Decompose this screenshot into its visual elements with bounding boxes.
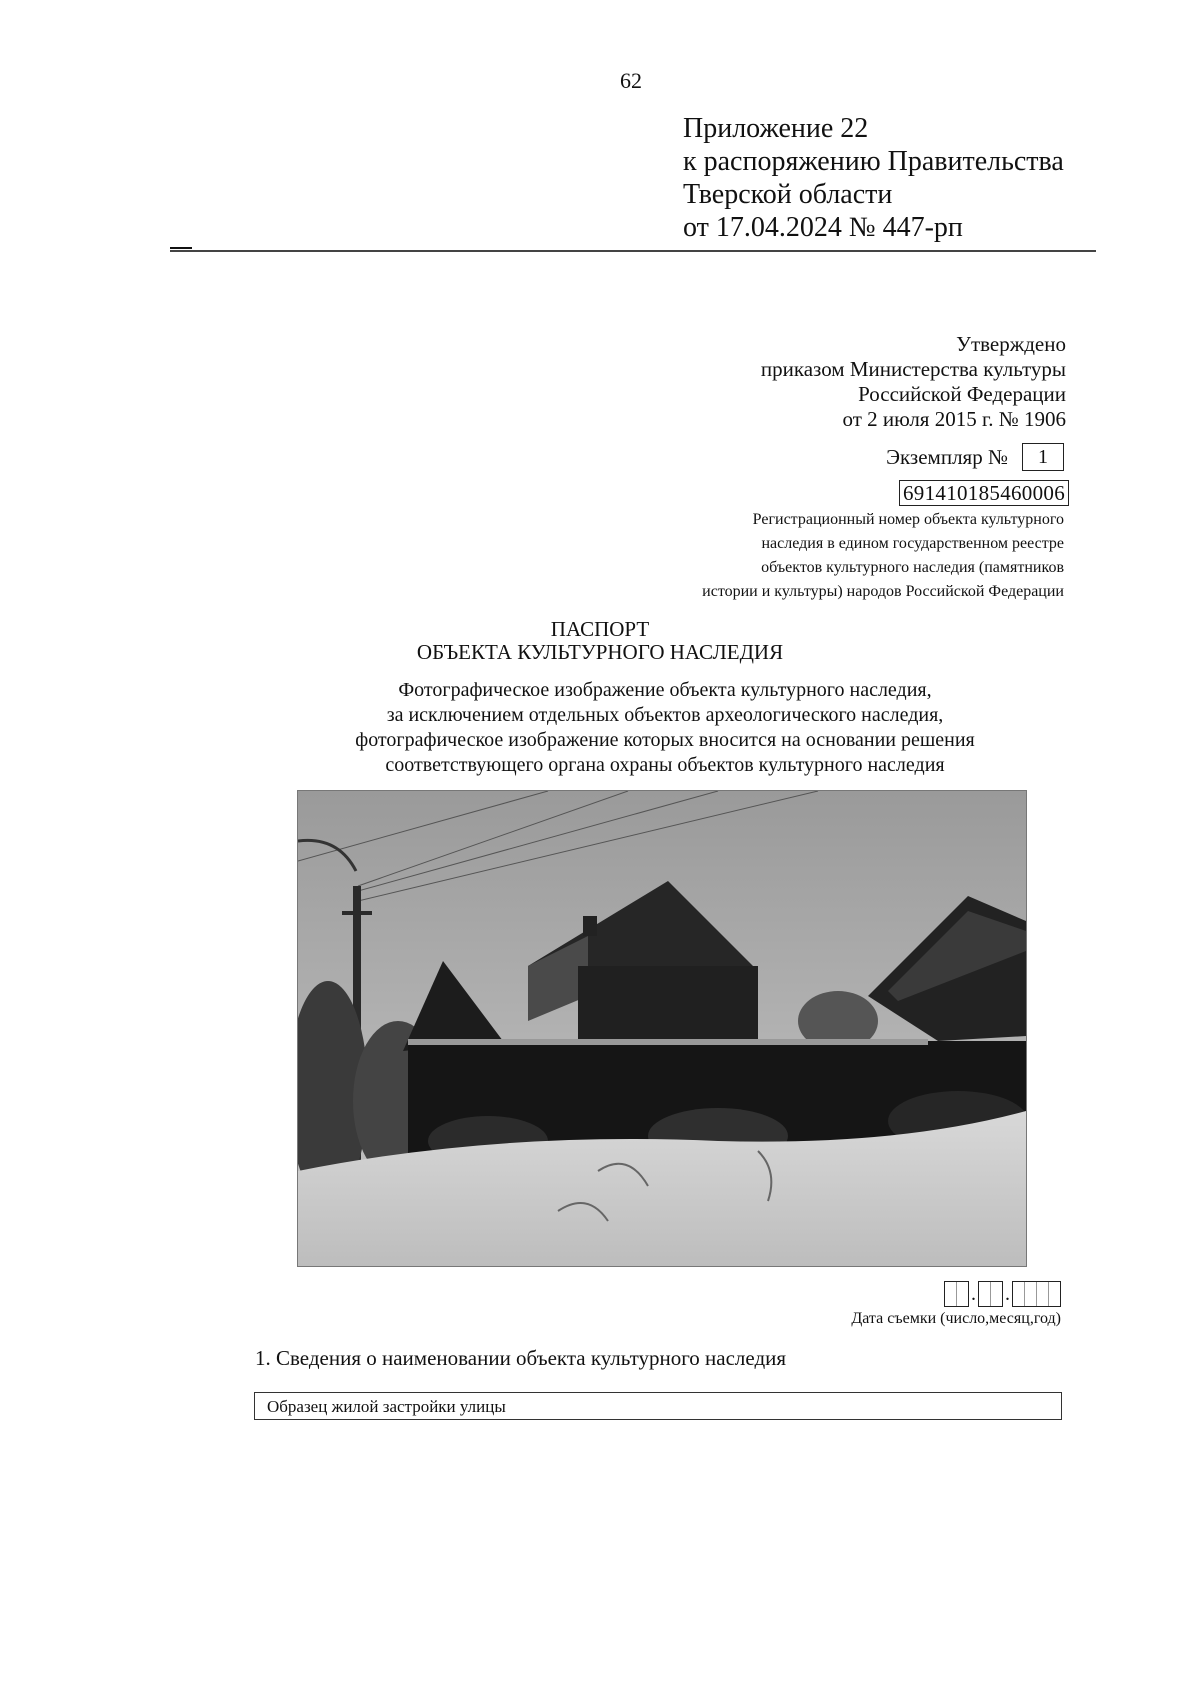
- approval-line: Утверждено: [956, 332, 1066, 356]
- winter-houses-image: [298, 791, 1026, 1266]
- photo-caption-line: фотографическое изображение которых вносится на основании решения: [355, 729, 975, 751]
- registration-caption: [702, 508, 1064, 604]
- photo-caption: [0, 678, 1200, 778]
- object-name-field: Образец жилой застройки улицы: [254, 1392, 1062, 1420]
- approval-block: [761, 332, 1066, 432]
- registration-caption-line: Регистрационный номер объекта культурного: [752, 511, 1064, 528]
- photo-caption-line: соответствующего органа охраны объектов культурного наследия: [385, 754, 945, 776]
- document-title: [0, 618, 1200, 664]
- registration-number: 691410185460006: [899, 480, 1069, 506]
- appendix-line: к распоряжению Правительства: [683, 146, 1064, 177]
- date-day-box: [944, 1281, 969, 1307]
- date-year-box: [1012, 1281, 1061, 1307]
- page-number: 62: [620, 68, 642, 93]
- copy-number-row: [886, 443, 1064, 471]
- appendix-block: [683, 112, 1064, 244]
- appendix-line: Приложение 22: [683, 113, 869, 144]
- registration-caption-line: объектов культурного наследия (памятников: [761, 559, 1064, 576]
- approval-line: от 2 июля 2015 г. № 1906: [842, 407, 1066, 431]
- copy-number-box: 1: [1022, 443, 1064, 471]
- object-photo: [297, 790, 1027, 1267]
- copy-label: Экземпляр №: [886, 444, 1008, 469]
- appendix-line: от 17.04.2024 № 447-рп: [683, 212, 963, 243]
- approval-line: приказом Министерства культуры: [760, 357, 1066, 381]
- photo-caption-line: Фотографическое изображение объекта культурного наследия,: [398, 679, 932, 701]
- header-rule-mark: [170, 247, 192, 249]
- shooting-date-caption: Дата съемки (число,месяц,год): [851, 1310, 1061, 1327]
- header-divider: [170, 250, 1096, 252]
- title-line: ОБЪЕКТА КУЛЬТУРНОГО НАСЛЕДИЯ: [416, 640, 784, 664]
- title-line: ПАСПОРТ: [550, 617, 650, 641]
- date-month-box: [978, 1281, 1003, 1307]
- section-1-heading: 1. Сведения о наименовании объекта культурного наследия: [255, 1346, 787, 1370]
- approval-line: Российской Федерации: [858, 382, 1066, 406]
- photo-caption-line: за исключением отдельных объектов археологического наследия,: [386, 704, 944, 726]
- registration-caption-line: истории и культуры) народов Российской Федерации: [702, 583, 1064, 600]
- shooting-date-boxes: . .: [944, 1281, 1061, 1307]
- registration-caption-line: наследия в едином государственном реестре: [761, 535, 1064, 552]
- appendix-line: Тверской области: [683, 179, 893, 210]
